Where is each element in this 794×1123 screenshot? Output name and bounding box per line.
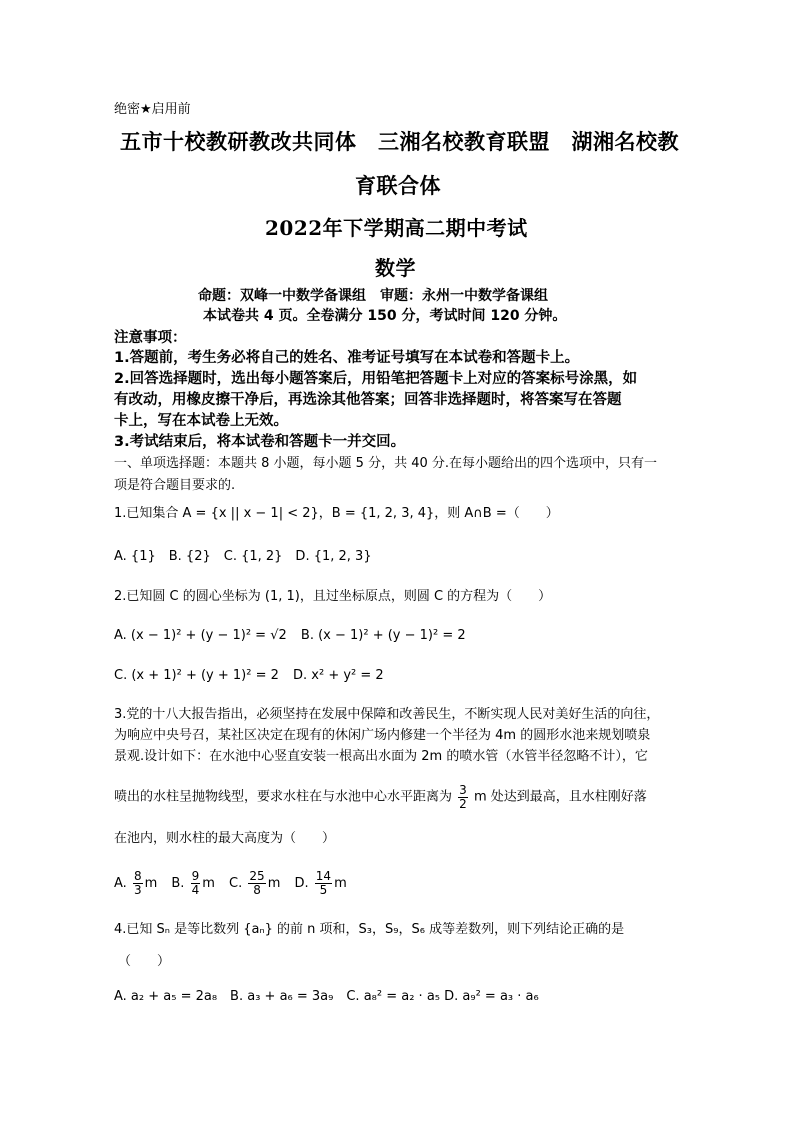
q3-option-d-num: 14 [315, 869, 332, 883]
q3-option-c-fraction [248, 870, 265, 896]
title-line-2: 育联合体 [355, 173, 441, 198]
question-3-line-3: 景观.设计如下：在水池中心竖直安装一根高出水面为 2m 的喷水管（水管半径忽略不计），它 [114, 749, 648, 764]
q3-option-a-unit: m [144, 875, 158, 891]
q3-option-b-label: B. [171, 875, 185, 891]
q3-fraction [458, 784, 468, 810]
question-4-line-1: 4.已知 Sₙ 是等比数列 {aₙ} 的前 n 项和，S₃，S₉，S₆ 成等差数列，则下列结论正确的是 [114, 922, 625, 937]
notice-heading: 注意事项： [114, 330, 187, 346]
q3-fraction-denominator: 2 [459, 796, 467, 811]
notice-item-3: 3.考试结束后，将本试卷和答题卡一并交回。 [114, 434, 406, 450]
q3-option-d-den: 5 [319, 882, 328, 897]
question-4-options: A. a₂ + a₅ = 2a₈ B. a₃ + a₆ = 3a₉ C. a₈² = a₂ · a₅ D. a₉² = a₃ · a₆ [114, 989, 539, 1004]
authors-line: 命题：双峰一中数学备课组 审题：永州一中数学备课组 [198, 288, 548, 304]
exam-title: 2022年下学期高二期中考试 [265, 216, 528, 240]
title-line-1: 五市十校教研教改共同体 三湘名校教育联盟 湖湘名校教 [120, 129, 679, 154]
notice-item-1: 1.答题前，考生务必将自己的姓名、准考证号填写在本试卷和答题卡上。 [114, 350, 580, 366]
question-2-options-row-1 [114, 628, 466, 643]
q3-option-a-label: A. [114, 875, 127, 891]
section-1-intro-line-2: 项是符合题目要求的. [114, 478, 236, 493]
q3-option-b-den: 4 [191, 882, 200, 897]
q3-option-b-num: 9 [191, 869, 200, 883]
q3-line-4-pre: 喷出的水柱呈抛物线型，要求水柱在与水池中心水平距离为 [114, 789, 453, 805]
q3-option-d-label: D. [294, 875, 309, 891]
subject-title: 数学 [375, 256, 416, 280]
q3-option-b-fraction [191, 870, 201, 896]
exam-info-line: 本试卷共 4 页。全卷满分 150 分，考试时间 120 分钟。 [203, 308, 567, 324]
question-3-line-1: 3.党的十八大报告指出，必须坚持在发展中保障和改善民生，不断实现人民对美好生活的向往， [114, 707, 660, 722]
question-3-line-4 [114, 784, 647, 810]
q3-option-d-fraction [315, 870, 332, 896]
question-3-line-5: 在池内，则水柱的最大高度为（ ） [114, 831, 336, 846]
q3-option-b [171, 869, 219, 897]
q3-option-a-den: 3 [133, 882, 142, 897]
q2-option-d: D. x² + y² = 2 [293, 668, 384, 683]
q3-option-d [294, 869, 347, 897]
q3-option-c-num: 25 [249, 869, 265, 883]
notice-item-2-line-2: 有改动，用橡皮擦干净后，再选涂其他答案；回答非选择题时，将答案写在答题 [114, 392, 622, 408]
question-3-line-2: 为响应中央号召，某社区决定在现有的休闲广场内修建一个半径为 4m 的圆形水池来规划喷泉 [114, 728, 651, 743]
question-4-line-2: （ ） [118, 954, 171, 969]
question-3-options [114, 870, 357, 896]
q3-line-4-post: m 处达到最高，且水柱刚好落 [473, 789, 647, 805]
notice-item-2-line-3: 卡上，写在本试卷上无效。 [114, 413, 288, 429]
q3-option-c [229, 869, 284, 897]
q3-option-c-label: C. [229, 875, 243, 891]
q2-option-b: B. (x − 1)² + (y − 1)² = 2 [300, 628, 466, 643]
q3-option-d-unit: m [334, 875, 347, 891]
q3-option-c-unit: m [267, 875, 281, 891]
question-1-stem: 1.已知集合 A = {x || x − 1| < 2}，B = {1, 2, 3, 4}，则 A∩B =（ ） [114, 506, 559, 521]
q2-option-a: A. (x − 1)² + (y − 1)² = √2 [114, 628, 287, 643]
question-1-options: A. {1} B. {2} C. {1, 2} D. {1, 2, 3} [114, 549, 372, 564]
question-2-options-row-2 [114, 668, 384, 683]
confidential-mark: 绝密★启用前 [114, 102, 191, 117]
q3-option-a-fraction [133, 870, 143, 896]
q3-option-a [114, 869, 161, 897]
q3-fraction-numerator: 3 [459, 783, 467, 797]
section-1-intro-line-1: 一、单项选择题：本题共 8 小题，每小题 5 分，共 40 分.在每小题给出的四个选项中，只有一 [114, 456, 658, 471]
question-2-stem: 2.已知圆 C 的圆心坐标为 (1, 1)，且过坐标原点，则圆 C 的方程为（ ） [114, 589, 552, 604]
q3-option-c-den: 8 [253, 882, 261, 897]
q3-option-a-num: 8 [133, 869, 142, 883]
notice-item-2-line-1: 2.回答选择题时，选出每小题答案后，用铅笔把答题卡上对应的答案标号涂黑，如 [114, 371, 638, 387]
q2-option-c: C. (x + 1)² + (y + 1)² = 2 [114, 668, 279, 683]
q3-option-b-unit: m [202, 875, 215, 891]
